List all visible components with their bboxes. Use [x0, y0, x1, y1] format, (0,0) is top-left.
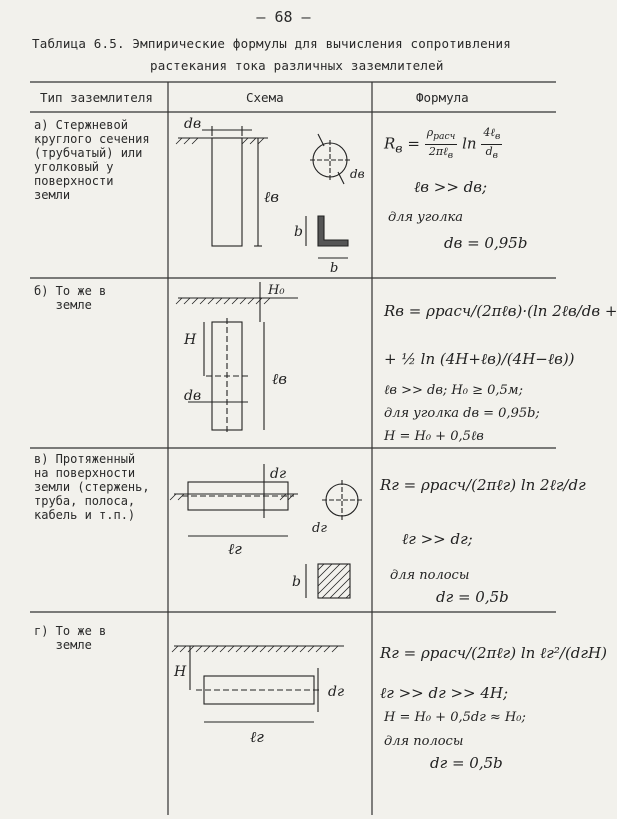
header-formula: Формула: [416, 90, 469, 105]
header-type: Тип заземлителя: [40, 90, 153, 105]
d-circle-label: dг: [312, 521, 327, 536]
formula-a-cond3: dв = 0,95b: [444, 234, 528, 252]
angle-section: [318, 216, 348, 246]
table-title-line-1: Таблица 6.5. Эмпирические формулы для вычисления сопротивления: [32, 36, 511, 51]
b-label: b: [292, 574, 301, 590]
page-number: – 68 –: [256, 8, 311, 26]
formula-b-line5: H = H₀ + 0,5ℓв: [384, 429, 484, 444]
row-v-type: в) Протяженный на поверхности земли (стержень, труба, полоса, кабель и т.п.): [34, 452, 150, 522]
formula-v-line1: Rг = ρрасч/(2πℓг) ln 2ℓг/dг: [380, 476, 586, 494]
formula-v-cond3: dг = 0,5b: [436, 588, 509, 606]
formula-b-line1: Rв = ρрасч/(2πℓв)·(ln 2ℓв/dв +: [384, 302, 617, 320]
formula-b-line2: + ½ ln (4H+ℓв)/(4H−ℓв)): [384, 350, 575, 368]
h-label: H: [184, 332, 197, 348]
formula-b-line4: для уголка dв = 0,95b;: [384, 406, 540, 421]
rod-body: [212, 138, 242, 246]
formula-b-line3: ℓв >> dв; H₀ ≥ 0,5м;: [384, 383, 523, 398]
b-label-vertical: b: [294, 224, 303, 240]
d-label: dг: [270, 466, 287, 482]
h0-label: H₀: [268, 283, 285, 298]
row-a-type: а) Стержневой круглого сечения (трубчатый) или уголковый у поверхности земли: [34, 118, 150, 202]
schema-horizontal-surface: [168, 448, 372, 612]
formula-g-line5: dг = 0,5b: [430, 754, 503, 772]
d-label: dв: [184, 388, 202, 404]
formula-g-line3: H = H₀ + 0,5dг ≈ H₀;: [384, 710, 526, 725]
l-label: ℓв: [272, 370, 287, 388]
formula-a-cond1: ℓв >> dв;: [414, 178, 488, 196]
h-label: H: [174, 664, 187, 680]
formula-a-cond2: для уголка: [388, 210, 463, 225]
row-b-type: б) То же в земле: [34, 284, 107, 312]
table-title-line-2: растекания тока различных заземлителей: [150, 58, 444, 73]
schema-rod-buried: [168, 278, 372, 448]
d-label: dг: [328, 684, 345, 700]
header-schema: Схема: [246, 90, 284, 105]
formula-v-cond1: ℓг >> dг;: [402, 530, 473, 548]
d-circle-label: dв: [350, 167, 365, 181]
l-label: ℓв: [264, 188, 279, 206]
formula-g-line1: Rг = ρрасч/(2πℓг) ln ℓг²/(dгH): [380, 644, 607, 662]
ground-hatch: [176, 298, 270, 304]
d-label: dв: [184, 116, 202, 132]
formula-g-line4: для полосы: [384, 734, 464, 749]
row-g-type: г) То же в земле: [34, 624, 107, 652]
ground-hatch: [170, 494, 294, 500]
schema-horizontal-buried: [168, 612, 372, 815]
schema-rod-surface: [168, 112, 372, 278]
b-label-horizontal: b: [330, 261, 339, 276]
formula-v-cond2: для полосы: [390, 568, 470, 583]
ground-hatch: [172, 646, 338, 652]
formula-g-line2: ℓг >> dг >> 4H;: [380, 684, 509, 702]
formula-a-main: $R_в$ = $\frac{\rho_{расч}}{2\pi\ell_в}$ ln $\frac{4\ell_в}{d_в}$: [384, 126, 501, 162]
l-label: ℓг: [250, 728, 264, 746]
l-label: ℓг: [228, 540, 242, 558]
